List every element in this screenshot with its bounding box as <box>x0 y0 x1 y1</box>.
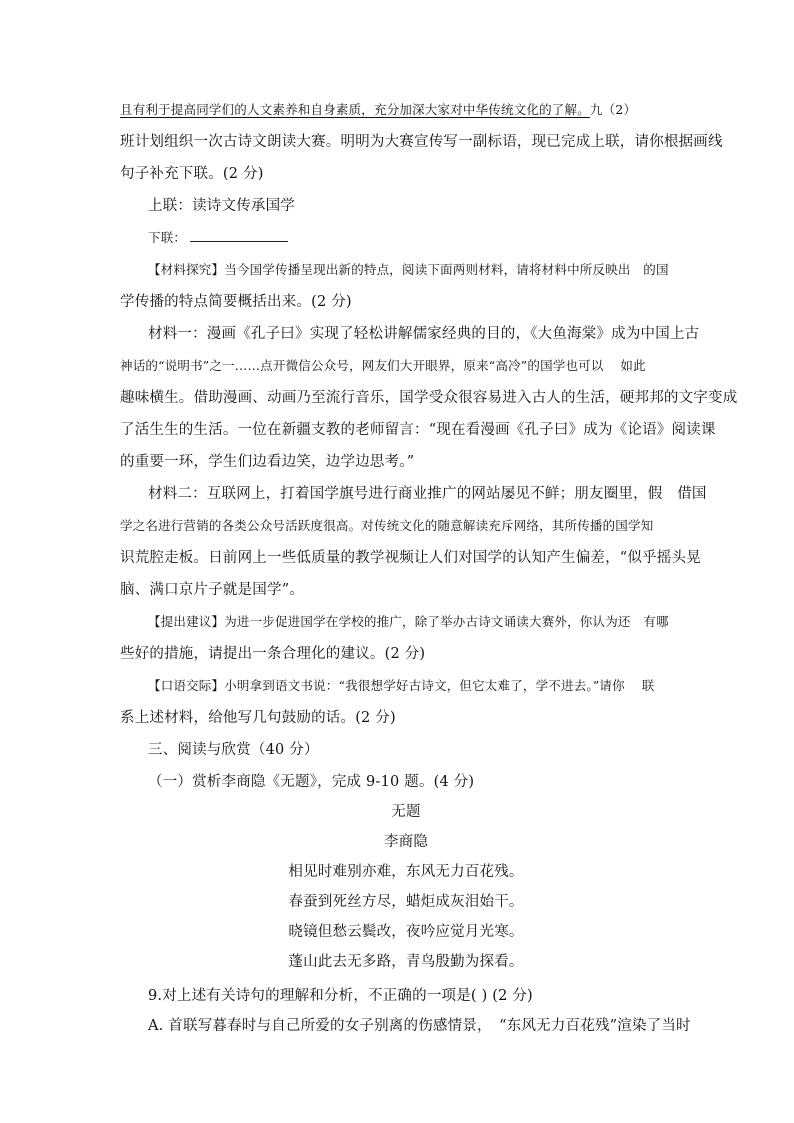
text-line: 识荒腔走板。日前网上一些低质量的教学视频让人们对国学的认知产生偏差，“似乎摇头晃 <box>120 550 701 566</box>
poem-line: 春蚕到死丝方尽，蜡炬成灰泪始干。 <box>288 894 524 910</box>
subsection-heading: （一）赏析李商隐《无题》，完成 9-10 题。(4 分) <box>148 774 475 790</box>
poem-author: 李商隐 <box>383 834 429 850</box>
text-line: 的重要一环，学生们边看边笑，边学边思考。” <box>120 454 415 470</box>
material-two: 材料二：互联网上，打着国学旗号进行商业推广的网站屡见不鲜；朋友圈里，假 借国 <box>148 486 707 502</box>
text-line <box>120 100 636 120</box>
option-a: A. 首联写暮春时与自己所爱的女子别离的伤感情景， “东风无力百花残”渲染了当时 <box>148 1018 691 1034</box>
text-line: 班计划组织一次古诗文朗读大赛。明明为大赛宣传写一副标语，现已完成上联，请你根据画线 <box>120 134 723 150</box>
text-line: 些好的措施，请提出一条合理化的建议。(2 分) <box>120 646 426 662</box>
underlined-sentence: 且有利于提高同学们的人文素养和自身素质，充分加深大家对中华传统文化的了解。 <box>120 102 590 117</box>
text-line: 学传播的特点简要概括出来。(2 分) <box>120 294 352 310</box>
material-one: 材料一：漫画《孔子曰》实现了轻松讲解儒家经典的目的，《大鱼海棠》成为中国上古 <box>148 326 700 342</box>
suggestion-heading: 【提出建议】为进一步促进国学在学校的推广，除了举办古诗文诵读大赛外，你认为还 有哪 <box>148 614 669 629</box>
poem-line: 蓬山此去无多路，青鸟殷勤为探看。 <box>288 954 524 970</box>
upper-couplet: 上联：读诗文传承国学 <box>148 198 295 214</box>
text-line: 神话的“说明书”之一……点开微信公众号，网友们大开眼界，原来“高冷”的国学也可以 如此 <box>120 358 646 373</box>
section-heading: 三、阅读与欣赏（40 分） <box>148 742 319 758</box>
text-line: 系上述材料，给他写几句鼓励的话。(2 分) <box>120 710 396 726</box>
question-9: 9.对上述有关诗句的理解和分析，不正确的一项是( ) (2 分) <box>148 988 533 1004</box>
text-line: 脑、满口京片子就是国学”。 <box>120 582 305 598</box>
oral-communication-heading: 【口语交际】小明拿到语文书说：“我很想学好古诗文，但它太难了，学不进去。”请你 联 <box>148 678 655 693</box>
text-line: 学之名进行营销的各类公众号活跃度很高。对传统文化的随意解读充斥网络，其所传播的国学知 <box>120 518 654 533</box>
answer-blank <box>190 229 288 242</box>
text-line: 趣味横生。借助漫画、动画乃至流行音乐，国学受众很容易进入古人的生活，硬邦邦的文字变成 <box>120 390 738 406</box>
lower-couplet-label: 下联： <box>148 230 187 245</box>
poem-line: 晓镜但愁云鬓改，夜吟应觉月光寒。 <box>288 924 524 940</box>
lower-couplet <box>148 228 288 248</box>
text-line: 句子补充下联。(2 分) <box>120 166 264 182</box>
poem-title: 无题 <box>391 804 421 820</box>
material-explore-heading: 【材料探究】当今国学传播呈现出新的特点，阅读下面两则材料，请将材料中所反映出 的国 <box>148 262 669 277</box>
poem-line: 相见时难别亦难，东风无力百花残。 <box>288 864 524 880</box>
text-line: 了活生生的生活。一位在新疆支教的老师留言：“现在看漫画《孔子曰》成为《论语》阅读课 <box>120 422 716 438</box>
class-ref: 九（2） <box>589 102 637 117</box>
